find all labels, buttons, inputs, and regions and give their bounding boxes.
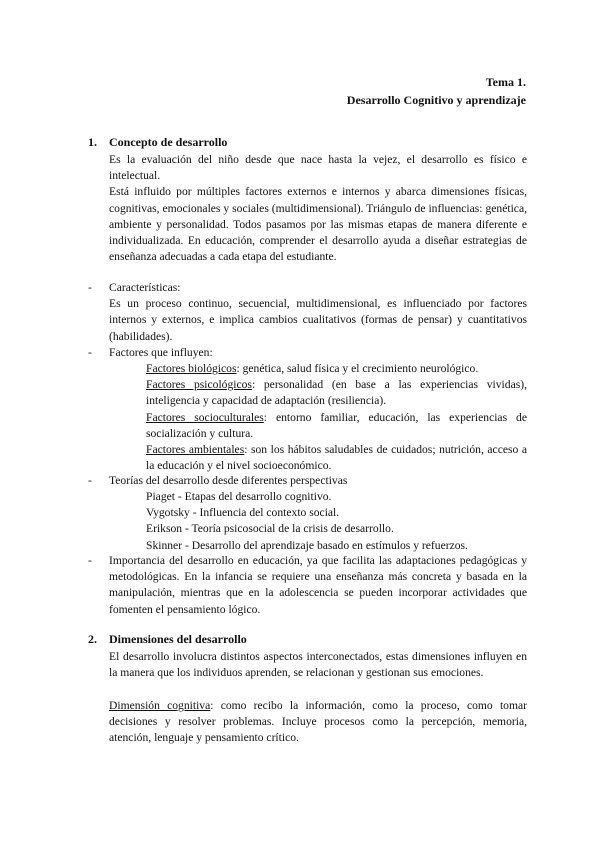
bullet-dash: - [88,346,92,359]
theory-item: Skinner - Desarrollo del aprendizaje basado en estímulos y refuerzos. [146,538,468,552]
characteristics-text: Es un proceso continuo, secuencial, multidimensional, es influenciado por factores internos y externos, e implica cambios cualitativos (formas de pensar) y cuantitativos (habilidades). [109,297,527,343]
characteristics-bullet [88,280,527,345]
factors-label: Factores que influyen: [109,346,213,359]
factor-term: Factores socioculturales [146,410,264,424]
factor-item [146,410,527,442]
factors-list [146,361,527,474]
importance-bullet [88,553,527,618]
factor-item [146,361,527,377]
bullet-dash: - [88,281,92,294]
theory-item: Piaget - Etapas del desarrollo cognitivo. [146,490,332,503]
characteristics-label: Características: [109,281,181,294]
theories-list [146,489,468,554]
section-1-paragraph-2: Está influido por múltiples factores externos e internos y abarca dimensiones físicas, cognitivas, emocionales y sociales (multidimensional). Triángulo de influencias: genética, ambiente y personalidad. Todos pasamos por las mismas etapas de manera diferente e individualizada. En educación, comprender el desarrollo ayuda a diseñar estrategias de enseñanza adecuadas a cada etapa del estudiante. [109,185,527,264]
factor-item [146,442,527,474]
theories-bullet [88,473,527,489]
factor-term: Factores biológicos [146,362,237,375]
section-2-title: Dimensiones del desarrollo [109,632,247,646]
factor-term: Factores psicológicos [146,378,252,392]
dimension-text: : como recibo la información, como la proceso, como tomar decisiones y resolver problemas. Incluye procesos como la percepción, memoria, atención, lenguaje y pensamiento crítico. [109,699,527,745]
document-header [347,73,526,109]
bullet-dash: - [88,554,92,567]
factor-text: : son los hábitos saludables de cuidados; nutrición, acceso a la educación y el nivel socioeconómico. [146,443,527,473]
section-2-paragraph: El desarrollo involucra distintos aspectos interconectados, estas dimensiones influyen en la manera que los individuos aprenden, se relacionan y gestionan sus emociones. [109,650,527,680]
theory-item: Erikson - Teoría psicosocial de la crisis de desarrollo. [146,522,394,536]
theory-item: Vygotsky - Influencia del contexto social. [146,506,340,520]
factor-text: : personalidad (en base a las experiencias vividas), inteligencia y capacidad de adaptación (resiliencia). [146,378,527,408]
importance-text: Importancia del desarrollo en educación, ya que facilita las adaptaciones pedagógicas y metodológicas. En la infancia se requiere una enseñanza más concreta y basada en la manipulación, mientras que en la adolescencia se pueden incorporar actividades que fomenten el pensamiento lógico. [109,554,527,616]
section-2-number: 2. [88,632,97,646]
section-1-body [109,152,527,265]
section-2-heading [88,632,247,647]
section-1-title: Concepto de desarrollo [109,135,228,149]
factor-text: : genética, salud física y el crecimiento neurológico. [236,362,479,375]
factor-item [146,377,527,409]
dimension-cognitive [109,698,527,747]
factor-term: Factores ambientales [146,443,245,457]
bullet-dash: - [88,474,92,487]
dimension-term: Dimensión cognitiva [109,699,211,712]
section-1-heading [88,135,227,150]
section-2-body [109,649,527,681]
theories-label: Teorías del desarrollo desde diferentes perspectivas [109,474,348,487]
factors-bullet [88,345,527,361]
topic-subtitle: Desarrollo Cognitivo y aprendizaje [346,93,526,107]
topic-label: Tema 1. [485,75,526,89]
section-1-paragraph-1: Es la evaluación del niño desde que nace hasta la vejez, el desarrollo es físico e intelectual. [109,153,527,183]
factor-text: : entorno familiar, educación, las experiencias de socialización y cultura. [146,410,528,440]
section-1-number: 1. [88,135,97,149]
